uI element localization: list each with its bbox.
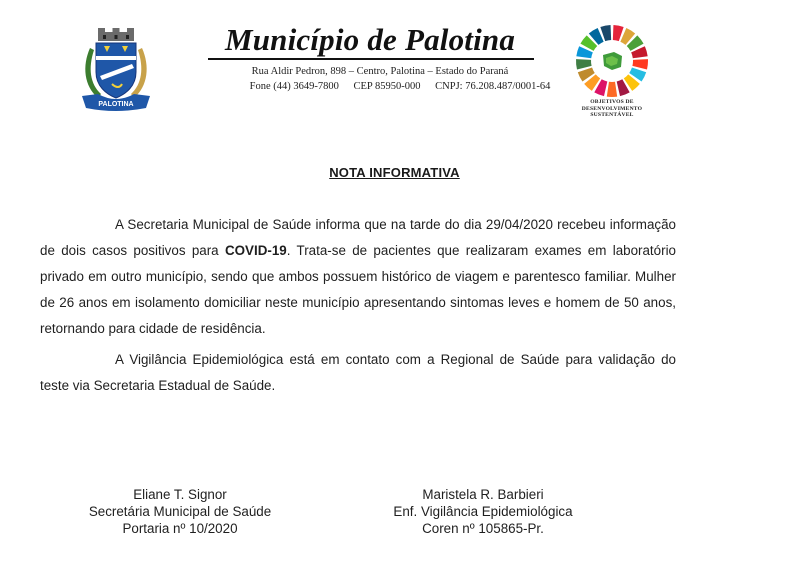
signature-block-right	[358, 486, 608, 537]
sdg-segment	[576, 59, 592, 69]
paragraph-1-intro: A Secretaria Municipal de Saúde informa que na tarde do dia 29/04/2020 recebeu informação de dois casos positivos para	[40, 217, 676, 258]
contact-line	[200, 81, 600, 92]
sdg-caption-line: DESENVOLVIMENTO	[581, 105, 643, 112]
signer-name: Maristela R. Barbieri	[422, 487, 544, 502]
address-line: Rua Aldir Pedron, 898 – Centro, Palotina – Estado do Paraná	[251, 66, 509, 77]
document-heading: NOTA INFORMATIVA	[329, 165, 460, 180]
municipality-title: Município de Palotina	[224, 22, 516, 57]
signer-name: Eliane T. Signor	[133, 487, 227, 502]
signer-role: Enf. Vigilância Epidemiológica	[393, 504, 573, 519]
signer-reference: Portaria nº 10/2020	[122, 521, 238, 536]
sdg-caption-line: SUSTENTÁVEL	[590, 112, 634, 119]
sdg-wheel-icon	[572, 22, 652, 100]
phone-number: Fone (44) 3649-7800	[249, 81, 339, 92]
sdg-segment	[632, 59, 648, 69]
paragraph-2-text: A Vigilância Epidemiológica está em contato com a Regional de Saúde para validação do teste via Secretaria Estadual de Saúde.	[40, 352, 676, 393]
signer-role: Secretária Municipal de Saúde	[88, 504, 272, 519]
title-underline	[208, 58, 534, 60]
signer-reference: Coren nº 105865-Pr.	[422, 521, 544, 536]
sdg-caption-line: OBJETIVOS DE	[590, 99, 634, 105]
signature-block-left	[40, 486, 320, 537]
postal-code: CEP 85950-000	[353, 81, 421, 92]
cnpj-number: CNPJ: 76.208.487/0001-64	[435, 81, 551, 92]
paragraph-2	[40, 347, 676, 399]
palotina-coat-of-arms-icon	[76, 26, 156, 112]
paragraph-1-body: . Trata-se de pacientes que realizaram exames em laboratório privado em outro município, sendo que ambos possuem histórico de viagem e parentesco familiar. Mulher de 26 anos em isolamento domiciliar neste município apresentando sintomas leves e homem de 50 anos, retornando para cidade de residência.	[40, 243, 676, 336]
sdg-segment	[607, 82, 617, 97]
covid-highlight: COVID-19	[224, 243, 287, 258]
crest-ribbon-label: PALOTINA	[98, 101, 134, 108]
paragraph-1	[40, 212, 676, 342]
sdg-caption	[572, 99, 652, 119]
